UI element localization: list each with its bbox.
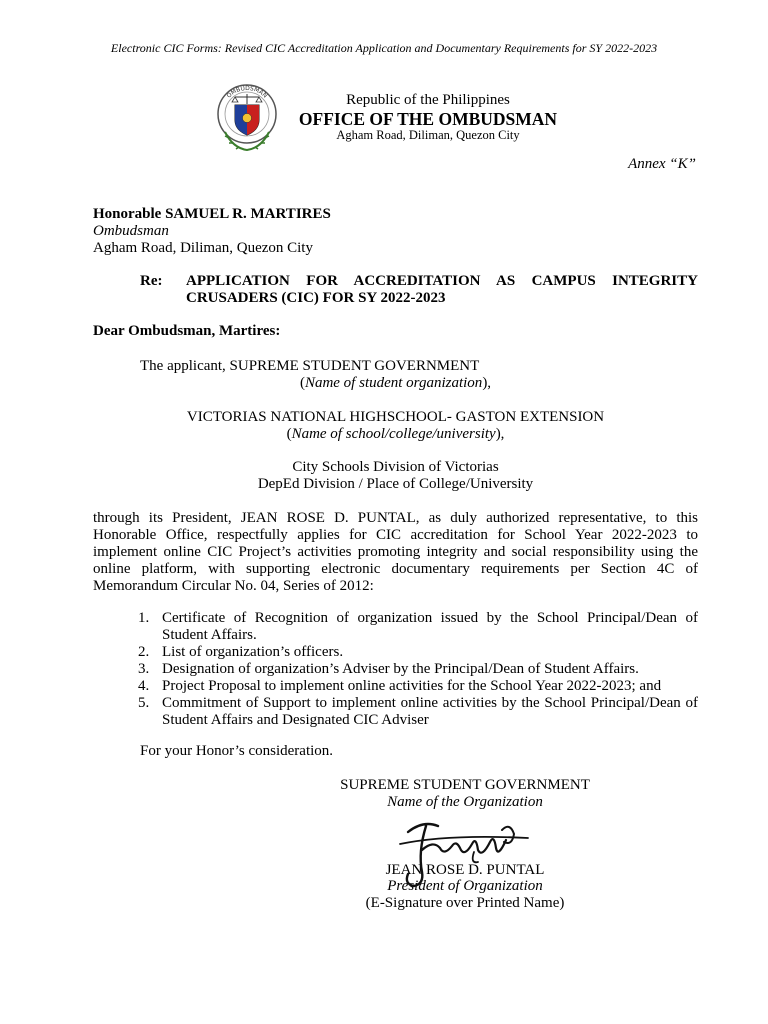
letterhead-office: OFFICE OF THE OMBUDSMAN <box>298 109 558 129</box>
signature-org-caption: Name of the Organization <box>387 794 543 810</box>
recipient-title: Ombudsman <box>93 223 169 239</box>
recipient-name: Honorable SAMUEL R. MARTIRES <box>93 206 331 222</box>
list-item: 2. List of organization’s officers. <box>138 644 344 660</box>
letterhead-republic: Republic of the Philippines <box>346 92 510 108</box>
list-item: 4. Project Proposal to implement online activities for the School Year 2022-2023; and <box>138 678 662 694</box>
body-paragraph <box>93 510 698 595</box>
handwritten-signature <box>378 812 538 892</box>
ombudsman-seal-icon <box>215 80 279 158</box>
list-item: 1. Certificate of Recognition of organization issued by the School Principal/Dean of Student Affairs. <box>138 610 698 643</box>
body-line: Memorandum Circular No. 04, Series of 2012: <box>93 578 374 594</box>
signature-note: (E-Signature over Printed Name) <box>365 895 565 911</box>
body-line: through its President, JEAN ROSE D. PUNTAL, as duly authorized representative, to this <box>93 510 698 526</box>
re-label: Re: <box>140 273 163 289</box>
closing-line: For your Honor’s consideration. <box>140 743 334 759</box>
annex-label: Annex “K” <box>628 156 696 172</box>
letterhead-address: Agham Road, Diliman, Quezon City <box>336 128 520 142</box>
org-caption: Name of student organization <box>304 375 483 391</box>
recipient-block <box>93 206 331 257</box>
body-line: online platform, with supporting electronic documentary requirements per Section 4C of <box>93 561 698 577</box>
applicant-lead: The applicant, SUPREME STUDENT GOVERNMENT <box>140 358 480 374</box>
recipient-address: Agham Road, Diliman, Quezon City <box>93 240 313 256</box>
re-subject-line2: CRUSADERS (CIC) FOR SY 2022-2023 <box>186 290 446 306</box>
signature-org: SUPREME STUDENT GOVERNMENT <box>340 777 590 793</box>
division-caption: DepEd Division / Place of College/University <box>257 476 534 492</box>
list-item: 3. Designation of organization’s Adviser by the Principal/Dean of Student Affairs. <box>138 661 639 677</box>
list-item: 5. Commitment of Support to implement online activities by the School Principal/Dean of Student Affairs and Designated CIC Adviser <box>138 695 698 728</box>
salutation: Dear Ombudsman, Martires: <box>93 323 281 339</box>
signatory-position: President of Organization <box>387 878 543 894</box>
re-subject <box>186 273 698 307</box>
requirements-list <box>138 610 698 729</box>
school-caption: Name of school/college/university <box>291 426 496 442</box>
signatory-name: JEAN ROSE D. PUNTAL <box>385 862 545 878</box>
org-caption-line: (Name of student organization), <box>299 375 492 391</box>
body-line: Honorable Office, respectfully applies for CIC accreditation for School Year 2022-2023 to <box>93 527 698 543</box>
school-caption-line: (Name of school/college/university), <box>286 426 505 442</box>
svg-text:OMBUDSMAN: OMBUDSMAN <box>225 84 269 100</box>
division-name: City Schools Division of Victorias <box>292 459 499 475</box>
header-note: Electronic CIC Forms: Revised CIC Accreditation Application and Documentary Requirements for SY 2022-2023 <box>110 41 658 55</box>
re-subject-line1: APPLICATION FOR ACCREDITATION AS CAMPUS INTEGRITY <box>186 273 698 289</box>
body-line: implement online CIC Project’s activities promoting integrity and social responsibility using the <box>93 544 698 560</box>
school-name: VICTORIAS NATIONAL HIGHSCHOOL- GASTON EXTENSION <box>186 409 605 425</box>
